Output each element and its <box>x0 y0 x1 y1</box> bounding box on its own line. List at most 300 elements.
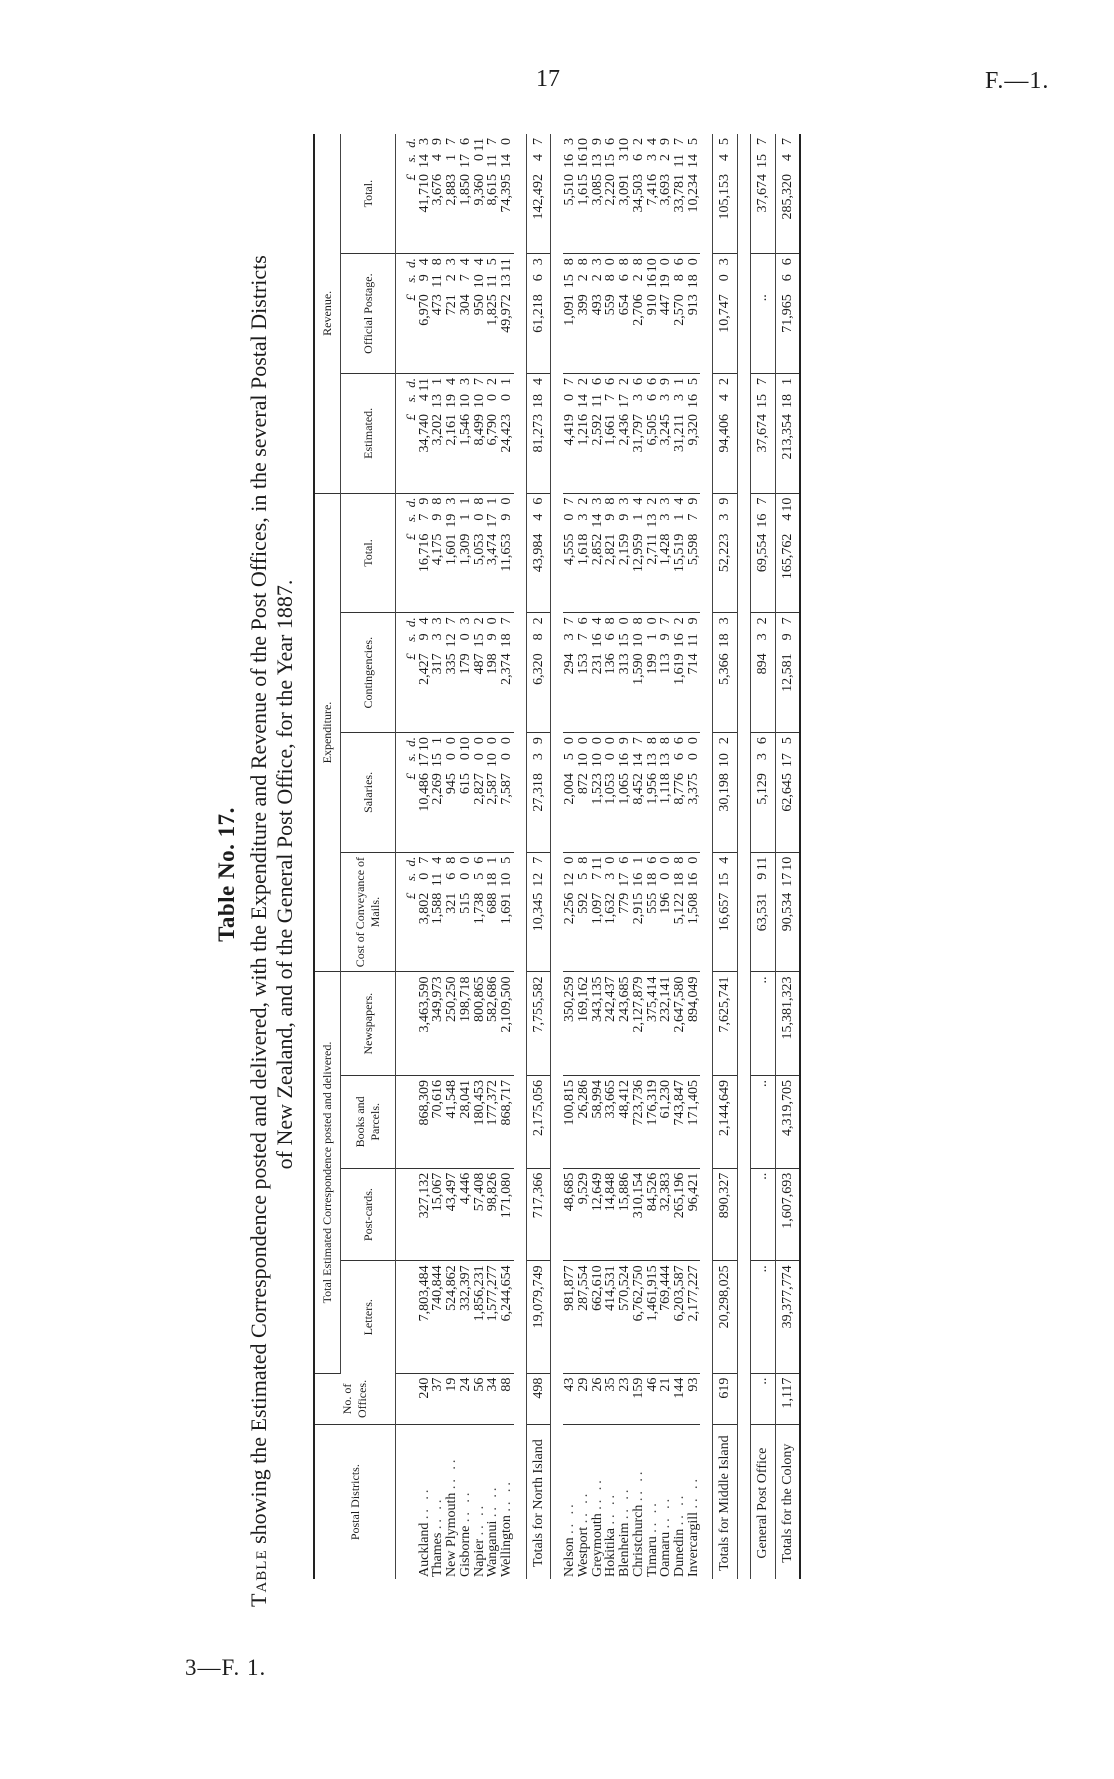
contingencies-cell <box>646 613 660 733</box>
letters-value: 769,444 <box>658 1265 674 1311</box>
estimated-cell <box>526 373 551 493</box>
rev_total-shillings: 14 <box>498 154 514 168</box>
estimated-pence: 5 <box>685 377 701 385</box>
conveyance-pence: 6 <box>471 856 487 864</box>
rev_total-pounds: 10,234 <box>685 174 701 213</box>
newspapers-cell <box>632 972 646 1076</box>
official-pence: 5 <box>485 258 501 266</box>
newspapers-value: .. <box>755 976 771 984</box>
salaries-shillings: 10 <box>485 753 501 768</box>
pound-unit: £ <box>403 174 418 181</box>
contingencies-shillings: 0 <box>457 633 473 641</box>
estimated-shillings: 4 <box>717 393 733 401</box>
rev_total-shillings: 14 <box>685 154 701 168</box>
conveyance-pounds: 2,915 <box>630 892 646 925</box>
postcards-cell <box>577 1168 591 1261</box>
offices-cell <box>618 1373 632 1425</box>
books-cell <box>687 1075 701 1168</box>
exp_total-pence: 10 <box>779 497 795 512</box>
official-pounds: 399 <box>576 294 592 316</box>
rev_total-pence: 7 <box>755 138 771 145</box>
official-pence: 4 <box>457 258 473 266</box>
spacer-row <box>514 134 527 1579</box>
contingencies-pence: 0 <box>644 617 660 625</box>
header-revenue-total: Total. <box>341 134 396 254</box>
shilling-unit: s. <box>403 274 418 283</box>
books-value: 868,717 <box>498 1079 514 1126</box>
contingencies-shillings: 9 <box>658 633 674 641</box>
letters-cell <box>526 1261 551 1373</box>
letters-cell <box>604 1261 618 1373</box>
conveyance-shillings: 12 <box>530 872 546 887</box>
conveyance-cell <box>526 852 551 972</box>
estimated-cell <box>618 373 632 493</box>
offices-cell <box>577 1373 591 1425</box>
rev_total-shillings: 11 <box>485 154 501 168</box>
contingencies-pounds: 136 <box>603 653 619 675</box>
estimated-cell <box>713 373 738 493</box>
rev_total-pounds: 9,360 <box>471 174 487 206</box>
rev_total-shillings: 3 <box>644 154 660 161</box>
rev_total-pence: 6 <box>457 138 473 145</box>
district-name-text: Thames <box>430 1532 446 1577</box>
postcards-value: 890,327 <box>717 1172 733 1219</box>
official-pounds: 2,706 <box>630 294 646 326</box>
table-row <box>431 134 445 1579</box>
postcards-cell <box>459 1168 473 1261</box>
exp_total-pounds: 1,309 <box>457 533 473 566</box>
offices-value: 56 <box>471 1377 487 1392</box>
official-pounds: 10,747 <box>717 294 733 333</box>
offices-cell <box>500 1373 514 1425</box>
official-shillings: 2 <box>576 274 592 282</box>
table-row <box>687 134 701 1579</box>
rev_total-pence: 9 <box>658 138 674 145</box>
conveyance-pence: 8 <box>576 856 592 864</box>
exp_total-shillings: 16 <box>755 513 771 528</box>
conveyance-pounds: 1,588 <box>430 892 446 925</box>
books-cell <box>500 1075 514 1168</box>
newspapers-cell <box>418 972 432 1076</box>
estimated-shillings: 10 <box>457 393 473 408</box>
estimated-shillings: 0 <box>498 393 514 401</box>
exp_total-pounds: 69,554 <box>755 533 771 573</box>
contingencies-shillings: 15 <box>617 633 633 648</box>
newspapers-value: 2,647,580 <box>671 976 687 1033</box>
estimated-cell <box>687 373 701 493</box>
salaries-pence: 2 <box>717 737 733 745</box>
salaries-cell <box>618 733 632 853</box>
contingencies-pence: 7 <box>562 617 578 625</box>
document-reference: F.—1. <box>985 68 1050 94</box>
letters-value: 6,203,587 <box>671 1265 687 1322</box>
exp_total-cell <box>751 493 776 613</box>
conveyance-pence: 8 <box>671 856 687 864</box>
official-pounds: 447 <box>658 294 674 316</box>
offices-value: 159 <box>630 1377 646 1399</box>
rev_total-cell <box>618 134 632 254</box>
conveyance-cell <box>604 852 618 972</box>
leader-dots: .. .. <box>658 1495 674 1529</box>
salaries-cell <box>563 733 577 853</box>
exp_total-pence: 3 <box>589 497 605 505</box>
official-cell <box>659 254 673 374</box>
rev_total-pounds: 285,320 <box>779 174 795 220</box>
newspapers-value: 343,135 <box>589 976 605 1022</box>
exp_total-shillings: 3 <box>658 513 674 521</box>
leader-dots: .. .. <box>457 1489 473 1523</box>
exp_total-shillings: 9 <box>498 513 514 521</box>
books-cell <box>445 1075 459 1168</box>
offices-cell <box>775 1373 800 1425</box>
contingencies-cell <box>500 613 514 733</box>
estimated-pounds: 34,740 <box>416 413 432 453</box>
shilling-unit: s. <box>403 633 418 642</box>
official-pounds: 950 <box>471 294 487 316</box>
leader-dots: .. .. <box>603 1492 619 1525</box>
estimated-pence: 6 <box>589 377 605 385</box>
rev_total-shillings: 2 <box>658 154 674 161</box>
conveyance-pounds: 1,632 <box>603 892 619 925</box>
contingencies-cell <box>445 613 459 733</box>
newspapers-value: 250,250 <box>444 976 460 1022</box>
contingencies-shillings: 7 <box>576 633 592 641</box>
exp_total-cell <box>577 493 591 613</box>
estimated-pence: 2 <box>485 377 501 385</box>
rev_total-cell <box>713 134 738 254</box>
district-name-text: Hokitika <box>603 1528 619 1577</box>
offices-value: 34 <box>485 1377 501 1392</box>
contingencies-shillings: 3 <box>562 633 578 641</box>
salaries-shillings: 13 <box>644 753 660 768</box>
exp_total-cell <box>459 493 473 613</box>
official-pounds: 304 <box>457 294 473 316</box>
books-cell <box>713 1075 738 1168</box>
conveyance-pounds: 1,738 <box>471 892 487 925</box>
district-name <box>604 1425 618 1579</box>
section-total-row <box>526 134 551 1579</box>
official-pence: 3 <box>717 258 733 266</box>
contingencies-cell <box>687 613 701 733</box>
rev_total-pence: 11 <box>471 138 487 152</box>
official-shillings: 2 <box>630 274 646 282</box>
newspapers-value: 375,414 <box>644 976 660 1022</box>
contingencies-shillings: 16 <box>589 633 605 648</box>
books-value: 58,994 <box>589 1079 605 1119</box>
estimated-cell <box>459 373 473 493</box>
contingencies-pounds: 198 <box>485 653 501 675</box>
exp_total-pounds: 15,519 <box>671 533 687 573</box>
contingencies-pounds: 5,366 <box>717 653 733 685</box>
estimated-cell <box>673 373 687 493</box>
estimated-shillings: 3 <box>671 393 687 401</box>
letters-value: .. <box>755 1265 771 1273</box>
estimated-pounds: 8,499 <box>471 413 487 446</box>
contingencies-pounds: 199 <box>644 653 660 675</box>
exp_total-pence: 7 <box>562 497 578 505</box>
salaries-shillings: 14 <box>630 753 646 768</box>
spacer-row <box>738 134 751 1579</box>
official-shillings: 10 <box>471 274 487 289</box>
exp_total-shillings: 4 <box>530 513 546 521</box>
salaries-pence: 5 <box>779 737 795 745</box>
exp_total-pounds: 1,618 <box>576 533 592 566</box>
official-cell <box>751 254 776 374</box>
rev_total-cell <box>775 134 800 254</box>
salaries-cell <box>632 733 646 853</box>
estimated-shillings: 15 <box>755 393 771 408</box>
contingencies-pence: 2 <box>471 617 487 625</box>
exp_total-shillings: 19 <box>444 513 460 528</box>
official-cell <box>526 254 551 374</box>
contingencies-shillings: 18 <box>498 633 514 648</box>
contingencies-cell <box>526 613 551 733</box>
books-value: 61,230 <box>658 1079 674 1119</box>
conveyance-shillings: 10 <box>498 872 514 887</box>
official-pounds: 473 <box>430 294 446 316</box>
books-cell <box>486 1075 500 1168</box>
rev_total-cell <box>577 134 591 254</box>
books-cell <box>459 1075 473 1168</box>
books-cell <box>775 1075 800 1168</box>
salaries-shillings: 16 <box>617 753 633 768</box>
header-correspondence-group: Total Estimated Correspondence posted and delivered. <box>314 972 341 1373</box>
units-cell <box>396 254 418 374</box>
rev_total-shillings: 13 <box>589 154 605 168</box>
leader-dots: .. .. <box>485 1484 501 1518</box>
leader-dots: .. .. <box>589 1477 605 1510</box>
estimated-cell <box>577 373 591 493</box>
salaries-pence: 7 <box>630 737 646 745</box>
conveyance-pence: 4 <box>430 856 446 864</box>
exp_total-pence: 9 <box>685 497 701 505</box>
salaries-shillings: 17 <box>779 753 795 768</box>
header-salaries: Salaries. <box>341 733 396 853</box>
postcards-value: 265,196 <box>671 1172 687 1219</box>
offices-cell <box>591 1373 605 1425</box>
books-value: 70,616 <box>430 1079 446 1119</box>
contingencies-cell <box>591 613 605 733</box>
estimated-shillings: 0 <box>562 393 578 401</box>
official-cell <box>673 254 687 374</box>
leader-dots: .. .. <box>498 1479 514 1512</box>
rev_total-cell <box>431 134 445 254</box>
rev_total-pounds: 41,710 <box>416 174 432 213</box>
contingencies-shillings: 16 <box>671 633 687 648</box>
official-cell <box>418 254 432 374</box>
official-pence: 3 <box>589 258 605 266</box>
rev_total-pounds: 105,153 <box>717 174 733 220</box>
table-row <box>486 134 500 1579</box>
district-name-text: Nelson <box>562 1537 578 1577</box>
estimated-cell <box>418 373 432 493</box>
official-pounds: 721 <box>444 294 460 316</box>
exp_total-pounds: 4,555 <box>562 533 578 566</box>
conveyance-pence: 0 <box>457 856 473 864</box>
district-name <box>445 1425 459 1579</box>
table-body <box>396 134 801 1579</box>
estimated-shillings: 3 <box>658 393 674 401</box>
conveyance-pounds: 196 <box>658 892 674 914</box>
salaries-cell <box>775 733 800 853</box>
exp_total-pence: 1 <box>485 497 501 505</box>
official-pence: 4 <box>471 258 487 266</box>
conveyance-shillings: 17 <box>779 872 795 887</box>
offices-value: 19 <box>444 1377 460 1392</box>
postcards-cell <box>500 1168 514 1261</box>
district-name <box>646 1425 660 1579</box>
offices-value: 37 <box>430 1377 446 1392</box>
letters-value: 1,856,231 <box>471 1265 487 1322</box>
rev_total-pence: 10 <box>576 138 592 152</box>
rev_total-pounds: 3,091 <box>617 174 633 206</box>
shilling-unit: s. <box>403 513 418 522</box>
contingencies-pounds: 2,427 <box>416 653 432 685</box>
district-name <box>500 1425 514 1579</box>
contingencies-pounds: 294 <box>562 653 578 675</box>
rev_total-shillings: 16 <box>562 154 578 168</box>
rev_total-cell <box>591 134 605 254</box>
postcards-value: 310,154 <box>630 1172 646 1219</box>
postcards-value: 171,080 <box>498 1172 514 1219</box>
newspapers-cell <box>563 972 577 1076</box>
official-cell <box>618 254 632 374</box>
contingencies-shillings: 6 <box>603 633 619 641</box>
rev_total-pence: 5 <box>685 138 701 145</box>
newspapers-cell <box>526 972 551 1076</box>
salaries-shillings: 3 <box>755 753 771 761</box>
offices-value: 35 <box>603 1377 619 1392</box>
estimated-shillings: 4 <box>416 393 432 401</box>
estimated-pence: 3 <box>457 377 473 385</box>
salaries-cell <box>500 733 514 853</box>
postcards-value: 15,067 <box>430 1172 446 1212</box>
units-cell <box>396 852 418 972</box>
conveyance-cell <box>632 852 646 972</box>
conveyance-pounds: 1,508 <box>685 892 701 925</box>
newspapers-cell <box>591 972 605 1076</box>
conveyance-shillings: 5 <box>576 872 592 880</box>
exp_total-pounds: 5,598 <box>685 533 701 566</box>
district-name-text: Napier <box>471 1538 487 1577</box>
estimated-pence: 4 <box>444 377 460 385</box>
salaries-shillings: 17 <box>416 753 432 768</box>
exp_total-pounds: 16,716 <box>416 533 432 573</box>
estimated-pence: 9 <box>658 377 674 385</box>
offices-cell <box>659 1373 673 1425</box>
conveyance-pounds: 779 <box>617 892 633 914</box>
estimated-pounds: 4,419 <box>562 413 578 446</box>
newspapers-value: 243,685 <box>617 976 633 1022</box>
rev_total-pence: 4 <box>644 138 660 145</box>
newspapers-value: 3,463,590 <box>416 976 432 1033</box>
rev_total-shillings: 11 <box>671 154 687 168</box>
conveyance-pence: 7 <box>530 856 546 864</box>
estimated-shillings: 7 <box>603 393 619 401</box>
shilling-unit: s. <box>403 753 418 762</box>
estimated-cell <box>445 373 459 493</box>
rev_total-shillings: 15 <box>755 154 771 168</box>
salaries-shillings: 10 <box>576 753 592 768</box>
estimated-shillings: 10 <box>471 393 487 408</box>
estimated-pounds: 1,216 <box>576 413 592 446</box>
estimated-cell <box>604 373 618 493</box>
salaries-pounds: 1,065 <box>617 773 633 805</box>
books-cell <box>646 1075 660 1168</box>
newspapers-cell <box>473 972 487 1076</box>
estimated-cell <box>591 373 605 493</box>
rev_total-pounds: 1,615 <box>576 174 592 206</box>
exp_total-cell <box>604 493 618 613</box>
exp_total-pence: 2 <box>576 497 592 505</box>
units-blank <box>396 1425 418 1579</box>
rev_total-shillings: 17 <box>457 154 473 168</box>
contingencies-cell <box>713 613 738 733</box>
newspapers-value: 2,109,500 <box>498 976 514 1033</box>
letters-cell <box>659 1261 673 1373</box>
contingencies-pence: 8 <box>603 617 619 625</box>
units-blank <box>396 1261 418 1373</box>
postcards-cell <box>486 1168 500 1261</box>
official-pounds: 1,091 <box>562 294 578 326</box>
salaries-cell <box>418 733 432 853</box>
pence-unit: d. <box>403 737 418 747</box>
letters-cell <box>445 1261 459 1373</box>
conveyance-pence: 6 <box>644 856 660 864</box>
books-cell <box>418 1075 432 1168</box>
offices-value: 29 <box>576 1377 592 1392</box>
salaries-pence: 0 <box>562 737 578 745</box>
official-pence: 0 <box>658 258 674 266</box>
district-name-text: Christchurch <box>630 1504 646 1577</box>
letters-value: 740,844 <box>430 1265 446 1311</box>
contingencies-pounds: 1,590 <box>630 653 646 685</box>
books-cell <box>751 1075 776 1168</box>
exp_total-shillings: 7 <box>416 513 432 521</box>
rev_total-cell <box>687 134 701 254</box>
contingencies-cell <box>577 613 591 733</box>
salaries-pounds: 27,318 <box>530 773 546 812</box>
postcards-value: 12,649 <box>589 1172 605 1212</box>
exp_total-shillings: 9 <box>617 513 633 521</box>
official-shillings: 2 <box>444 274 460 282</box>
rev_total-pence: 7 <box>444 138 460 145</box>
leader-dots: .. .. <box>617 1486 633 1520</box>
header-offices: No. of Offices. <box>314 1373 396 1425</box>
conveyance-pounds: 1,691 <box>498 892 514 925</box>
pence-unit: d. <box>403 497 418 508</box>
shilling-unit: s. <box>403 154 418 163</box>
estimated-pence: 1 <box>671 377 687 385</box>
estimated-pounds: 1,661 <box>603 413 619 446</box>
newspapers-cell <box>486 972 500 1076</box>
salaries-cell <box>659 733 673 853</box>
contingencies-shillings: 11 <box>685 633 701 647</box>
offices-cell <box>673 1373 687 1425</box>
rev_total-shillings: 4 <box>530 154 546 161</box>
rev_total-cell <box>459 134 473 254</box>
salaries-pence: 0 <box>603 737 619 745</box>
postcards-cell <box>473 1168 487 1261</box>
salaries-pounds: 1,118 <box>658 773 674 805</box>
district-name-text: Westport <box>576 1526 592 1577</box>
pound-unit: £ <box>403 892 418 900</box>
conveyance-cell <box>418 852 432 972</box>
district-name-text: New Plymouth <box>444 1492 460 1577</box>
salaries-pence: 8 <box>644 737 660 745</box>
table-row <box>632 134 646 1579</box>
salaries-cell <box>473 733 487 853</box>
